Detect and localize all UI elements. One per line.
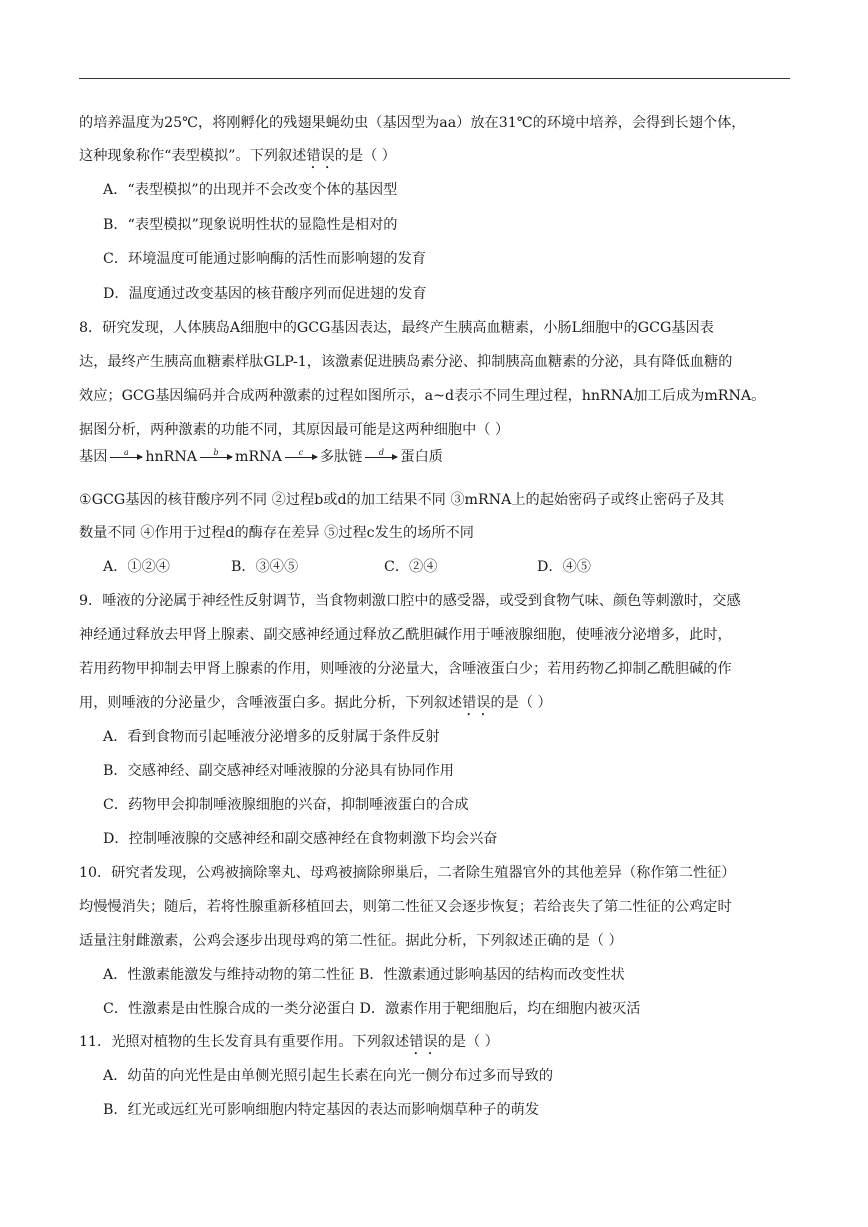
- q7-stem-line-1: 的培养温度为25℃，将刚孵化的残翅果蝇幼虫（基因型为aa）放在31℃的环境中培养，会得到长翅个体，: [79, 115, 746, 131]
- flow-arrow-c: c: [285, 449, 317, 466]
- q9-stem-line-3: 若用药物甲抑制去甲肾上腺素的作用，则唾液的分泌量大，含唾液蛋白少；若用药物乙抑制乙酰胆碱的作: [79, 661, 732, 677]
- q10-options-cd: C．性激素是由性腺合成的一类分泌蛋白 D．激素作用于靶细胞后，均在细胞内被灭活: [103, 1001, 641, 1017]
- q8-choice-c: C．②④: [384, 559, 438, 575]
- q10-stem-line-2: 均慢慢消失；随后，若将性腺重新移植回去，则第二性征又会逐步恢复；若给丧失了第二性征的公鸡定时: [79, 899, 732, 915]
- q9-stem-line-4: 用，则唾液的分泌量少，含唾液蛋白多。据此分析，下列叙述错误的是（ ）: [79, 695, 552, 711]
- q7-stem-line-2: 这种现象称作“表型模拟”。下列叙述错误的是（ ）: [79, 148, 396, 164]
- q8-choice-d: D．④⑤: [537, 559, 591, 575]
- flow-node-gene: 基因: [79, 449, 108, 465]
- flow-node-polypeptide: 多肽链: [319, 449, 363, 465]
- flow-node-mrna: mRNA: [235, 449, 282, 465]
- q8-choice-a: A．①②④: [103, 559, 170, 575]
- q7-option-b: B．“表型模拟”现象说明性状的显隐性是相对的: [103, 217, 398, 233]
- header-rule: [79, 78, 790, 79]
- q8-statements-line-1: ①GCG基因的核苷酸序列不同 ②过程b或d的加工结果不同 ③mRNA上的起始密码子或终止密码子及其: [79, 492, 725, 508]
- q7-option-a: A．“表型模拟”的出现并不会改变个体的基因型: [103, 182, 398, 198]
- q8-stem-line-1: 8．研究发现，人体胰岛A细胞中的GCG基因表达，最终产生胰高血糖素，小肠L细胞中的GCG基因表: [79, 320, 714, 336]
- q11-stem: 11．光照对植物的生长发育具有重要作用。下列叙述错误的是（ ）: [79, 1034, 499, 1050]
- q9-stem-line-2: 神经通过释放去甲肾上腺素、副交感神经通过释放乙酰胆碱作用于唾液腺细胞，使唾液分泌增多，此时，: [79, 627, 732, 643]
- q9-option-b: B．交感神经、副交感神经对唾液腺的分泌具有协同作用: [103, 763, 454, 779]
- flow-arrow-d: d: [365, 449, 397, 466]
- flow-arrow-a: a: [110, 449, 142, 466]
- q8-flow-diagram: [79, 447, 443, 467]
- q11-option-b: B．红光或远红光可影响细胞内特定基因的表达而影响烟草种子的萌发: [103, 1102, 540, 1118]
- q9-option-c: C．药物甲会抑制唾液腺细胞的兴奋，抑制唾液蛋白的合成: [103, 797, 469, 813]
- emphasis-mark: 错误: [306, 148, 335, 164]
- q9-stem-line-1: 9．唾液的分泌属于神经性反射调节，当食物刺激口腔中的感受器，或受到食物气味、颜色等刺激时，交感: [79, 593, 741, 609]
- flow-node-protein: 蛋白质: [400, 449, 443, 465]
- q11-option-a: A．幼苗的向光性是由单侧光照引起生长素在向光一侧分布过多而导致的: [103, 1068, 554, 1084]
- q8-stem-line-2: 达，最终产生胰高血糖素样肽GLP-1，该激素促进胰岛素分泌、抑制胰高血糖素的分泌，具有降低血糖的: [79, 354, 733, 370]
- q8-stem-line-3: 效应；GCG基因编码并合成两种激素的过程如图所示，a~d表示不同生理过程，hnRNA加工后成为mRNA。: [79, 388, 766, 404]
- q8-statements-line-2: 数量不同 ④作用于过程d的酶存在差异 ⑤过程c发生的场所不同: [79, 525, 474, 541]
- q7-option-d: D．温度通过改变基因的核苷酸序列而促进翅的发育: [103, 286, 427, 302]
- q8-choice-b: B．③④⑤: [231, 559, 299, 575]
- q10-stem-line-1: 10．研究者发现，公鸡被摘除睾丸、母鸡被摘除卵巢后，二者除生殖器官外的其他差异（称作第二性征）: [79, 865, 736, 881]
- flow-arrow-b: b: [200, 449, 232, 466]
- q10-options-ab: A．性激素能激发与维持动物的第二性征 B．性激素通过影响基因的结构而改变性状: [103, 967, 625, 983]
- emphasis-mark: 错误: [462, 695, 491, 711]
- q7-option-c: C．环境温度可能通过影响酶的活性而影响翅的发育: [103, 251, 426, 267]
- q9-option-a: A．看到食物而引起唾液分泌增多的反射属于条件反射: [103, 729, 440, 745]
- q8-stem-line-4: 据图分析，两种激素的功能不同，其原因最可能是这两种细胞中（ ）: [79, 422, 510, 438]
- flow-node-hnrna: hnRNA: [145, 449, 198, 465]
- q9-option-d: D．控制唾液腺的交感神经和副交感神经在食物刺激下均会兴奋: [103, 831, 498, 847]
- q10-stem-line-3: 适量注射雌激素，公鸡会逐步出现母鸡的第二性征。据此分析，下列叙述正确的是（ ）: [79, 933, 623, 949]
- emphasis-mark: 错误: [409, 1034, 438, 1050]
